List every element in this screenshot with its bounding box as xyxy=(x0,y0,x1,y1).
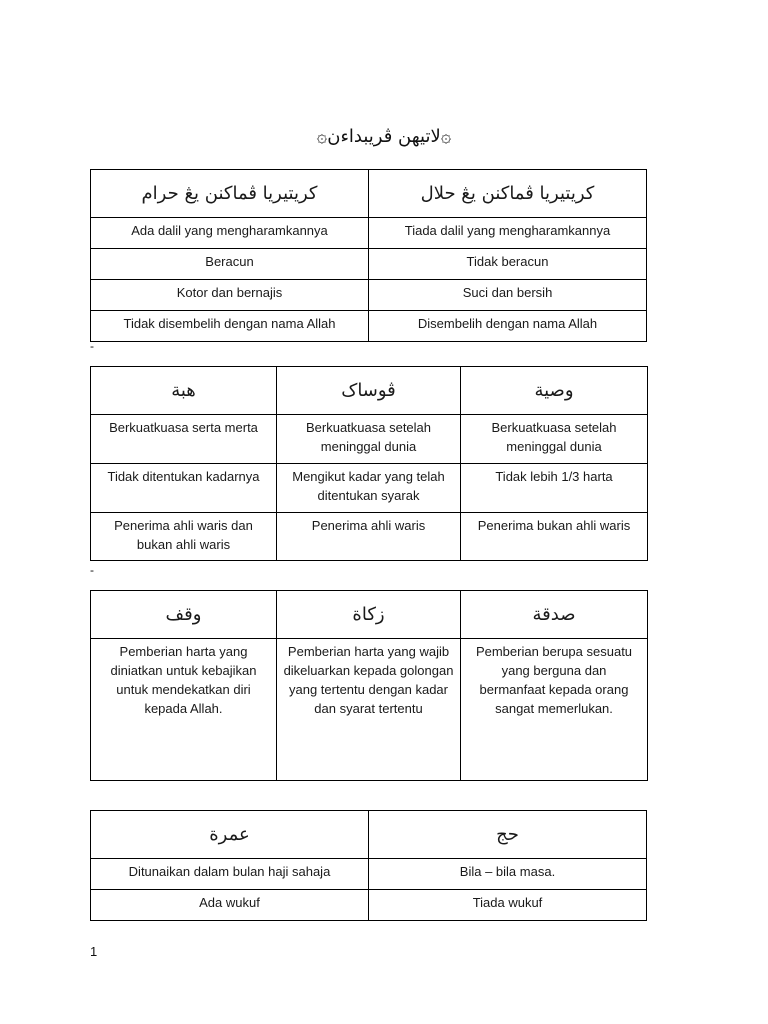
header-cell: کريتيريا ڤماکنن يڠ حلال xyxy=(369,170,647,218)
table-cell: Pemberian harta yang diniatkan untuk kebajikan untuk mendekatkan diri kepada Allah. xyxy=(91,639,277,781)
table-cell: Tiada dalil yang mengharamkannya xyxy=(369,218,647,249)
header-cell: هبة xyxy=(91,367,277,415)
table-row xyxy=(91,249,647,280)
table-cell: Ditunaikan dalam bulan haji sahaja xyxy=(91,859,369,890)
table-cell: Kotor dan bernajis xyxy=(91,280,369,311)
table-cell: Tidak ditentukan kadarnya xyxy=(91,464,277,513)
table-cell: Pemberian harta yang wajib dikeluarkan kepada golongan yang tertentu dengan kadar dan syarat tertentu xyxy=(277,639,461,781)
page-number: 1 xyxy=(90,944,98,959)
header-cell: وقف xyxy=(91,591,277,639)
table-row xyxy=(91,464,648,513)
table-cell: Berkuatkuasa setelah meninggal dunia xyxy=(461,415,648,464)
header-cell: کريتيريا ڤماکنن يڠ حرام xyxy=(91,170,369,218)
table-cell: Penerima ahli waris xyxy=(277,513,461,561)
halal-haram-table xyxy=(90,169,647,342)
table-cell: Suci dan bersih xyxy=(369,280,647,311)
table-cell: Penerima bukan ahli waris xyxy=(461,513,648,561)
table-row xyxy=(91,639,648,781)
table-cell: Penerima ahli waris dan bukan ahli waris xyxy=(91,513,277,561)
table-cell: Disembelih dengan nama Allah xyxy=(369,311,647,342)
table-row xyxy=(91,311,647,342)
page-title: ۞لاتيهن ڤريبداءن۞ xyxy=(316,126,452,147)
table-cell: Berkuatkuasa setelah meninggal dunia xyxy=(277,415,461,464)
table-cell: Mengikut kadar yang telah ditentukan syarak xyxy=(277,464,461,513)
table-row xyxy=(91,415,648,464)
wakaf-zakat-sedekah-table xyxy=(90,590,648,781)
header-cell: ڤوساک xyxy=(277,367,461,415)
table-row xyxy=(91,859,647,890)
table-row xyxy=(91,513,648,561)
table-header-row xyxy=(91,591,648,639)
header-cell: حج xyxy=(369,811,647,859)
table-header-row xyxy=(91,811,647,859)
table-header-row xyxy=(91,367,648,415)
table-cell: Tidak lebih 1/3 harta xyxy=(461,464,648,513)
hibah-pusaka-wasiat-table xyxy=(90,366,648,561)
table-row xyxy=(91,280,647,311)
table-cell: Tidak disembelih dengan nama Allah xyxy=(91,311,369,342)
table-row xyxy=(91,218,647,249)
header-cell: زكاة xyxy=(277,591,461,639)
separator-dash: - xyxy=(90,339,94,353)
table-cell: Ada dalil yang mengharamkannya xyxy=(91,218,369,249)
table-cell: Beracun xyxy=(91,249,369,280)
table-header-row xyxy=(91,170,647,218)
table-cell: Tidak beracun xyxy=(369,249,647,280)
header-cell: عمرة xyxy=(91,811,369,859)
table-cell: Pemberian berupa sesuatu yang berguna dan bermanfaat kepada orang sangat memerlukan. xyxy=(461,639,648,781)
table-cell: Ada wukuf xyxy=(91,890,369,921)
table-cell: Tiada wukuf xyxy=(369,890,647,921)
header-cell: صدقة xyxy=(461,591,648,639)
table-row xyxy=(91,890,647,921)
header-cell: وصية xyxy=(461,367,648,415)
separator-dash: - xyxy=(90,563,94,577)
table-cell: Bila – bila masa. xyxy=(369,859,647,890)
umrah-haji-table xyxy=(90,810,647,921)
table-cell: Berkuatkuasa serta merta xyxy=(91,415,277,464)
